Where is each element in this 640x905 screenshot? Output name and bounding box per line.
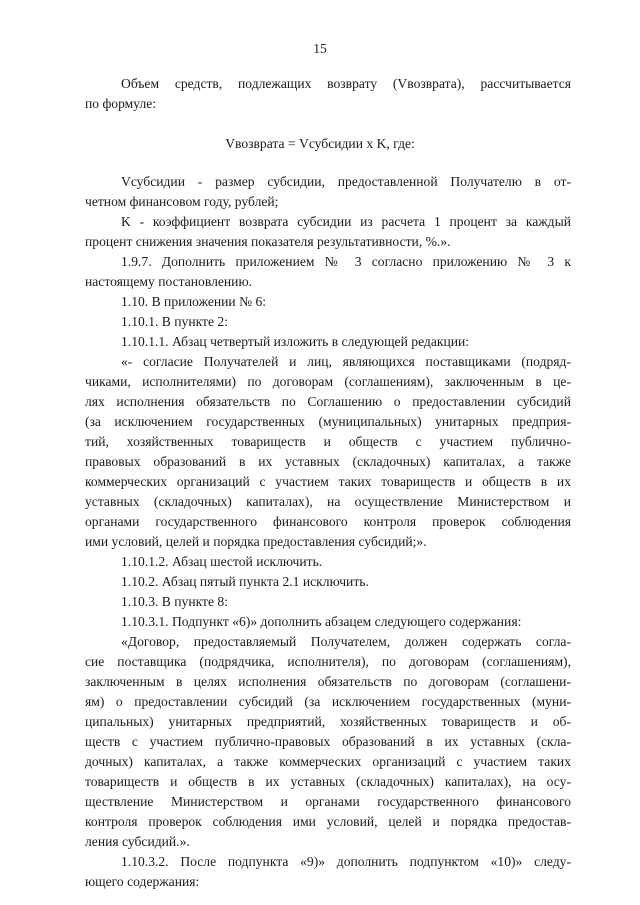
text-line: коммерческих организаций с участием таких товариществ и обществ в их — [85, 474, 571, 489]
text-line: уставных (складочных) капиталах), на осуществление Министерством и — [85, 494, 571, 509]
text-line: ципальных) унитарных предприятий, хозяйственных товариществ и об- — [85, 714, 571, 729]
text-line: процент снижения значения показателя результативности, %.». — [85, 234, 451, 249]
text-line: ям) о предоставлении субсидий (за исключением государственных (муни- — [85, 694, 571, 709]
text-line: ими условий, целей и порядка предоставления субсидий;». — [85, 534, 427, 549]
text-line: 1.10.1.2. Абзац шестой исключить. — [121, 554, 323, 569]
text-line: правовых образований в их уставных (складочных) капиталах, а также — [85, 454, 571, 469]
text-line: ющего содержания: — [85, 874, 200, 889]
text-line: 1.9.7. Дополнить приложением № 3 согласно приложению № 3 к — [121, 254, 571, 269]
text-line: четном финансовом году, рублей; — [85, 194, 279, 209]
text-line: 1.10.1. В пункте 2: — [121, 314, 228, 329]
text-line: «Договор, предоставляемый Получателем, должен содержать согла- — [121, 634, 571, 649]
text-line: дочных) капиталах, а также коммерческих организаций с участием таких — [85, 754, 571, 769]
text-line: 1.10.1.1. Абзац четвертый изложить в следующей редакции: — [121, 334, 470, 349]
page-number: 15 — [313, 41, 327, 56]
text-line: контроля проверок соблюдения ими условий, целей и порядка предостав- — [85, 814, 571, 829]
text-line: по формуле: — [85, 96, 157, 111]
text-line: K - коэффициент возврата субсидии из расчета 1 процент за каждый — [121, 214, 571, 229]
text-line: лях исполнения обязательств по Соглашению о предоставлении субсидий — [85, 394, 571, 409]
text-line: 1.10. В приложении № 6: — [121, 294, 267, 309]
text-line: 1.10.3. В пункте 8: — [121, 594, 228, 609]
text-line: заключенным в целях исполнения обязательств по договорам (соглашени- — [85, 674, 571, 689]
text-line: Vсубсидии - размер субсидии, предоставленной Получателю в от- — [121, 174, 571, 189]
text-line: Объем средств, подлежащих возврату (Vвозврата), рассчитывается — [121, 76, 571, 91]
text-line: товариществ и обществ в их уставных (складочных) капиталах), на осу- — [85, 774, 571, 789]
text-line: чиками, исполнителями) по договорам (соглашениям), заключенным в це- — [85, 374, 571, 389]
text-line: органами государственного финансового контроля проверок соблюдения — [85, 514, 571, 529]
text-line: 1.10.3.1. Подпункт «6)» дополнить абзацем следующего содержания: — [121, 614, 522, 629]
text-line: тий, хозяйственных товариществ и обществ с участием публично- — [85, 434, 571, 449]
text-line: ществ с участием публично-правовых образований в их уставных (скла- — [85, 734, 571, 749]
text-line: сие поставщика (подрядчика, исполнителя), по договорам (соглашениям), — [85, 654, 571, 669]
text-line: ществление Министерством и органами государственного финансового — [85, 794, 571, 809]
text-line: 1.10.2. Абзац пятый пункта 2.1 исключить. — [121, 574, 369, 589]
formula-line: Vвозврата = Vсубсидии x K, где: — [225, 136, 415, 151]
text-line: (за исключением государственных (муниципальных) унитарных предприя- — [85, 414, 571, 429]
text-line: «- согласие Получателей и лиц, являющихся поставщиками (подряд- — [121, 354, 571, 369]
text-line: ления субсидий.». — [85, 834, 190, 849]
text-line: настоящему постановлению. — [85, 274, 253, 289]
text-line: 1.10.3.2. После подпункта «9)» дополнить подпунктом «10)» следу- — [121, 854, 571, 869]
